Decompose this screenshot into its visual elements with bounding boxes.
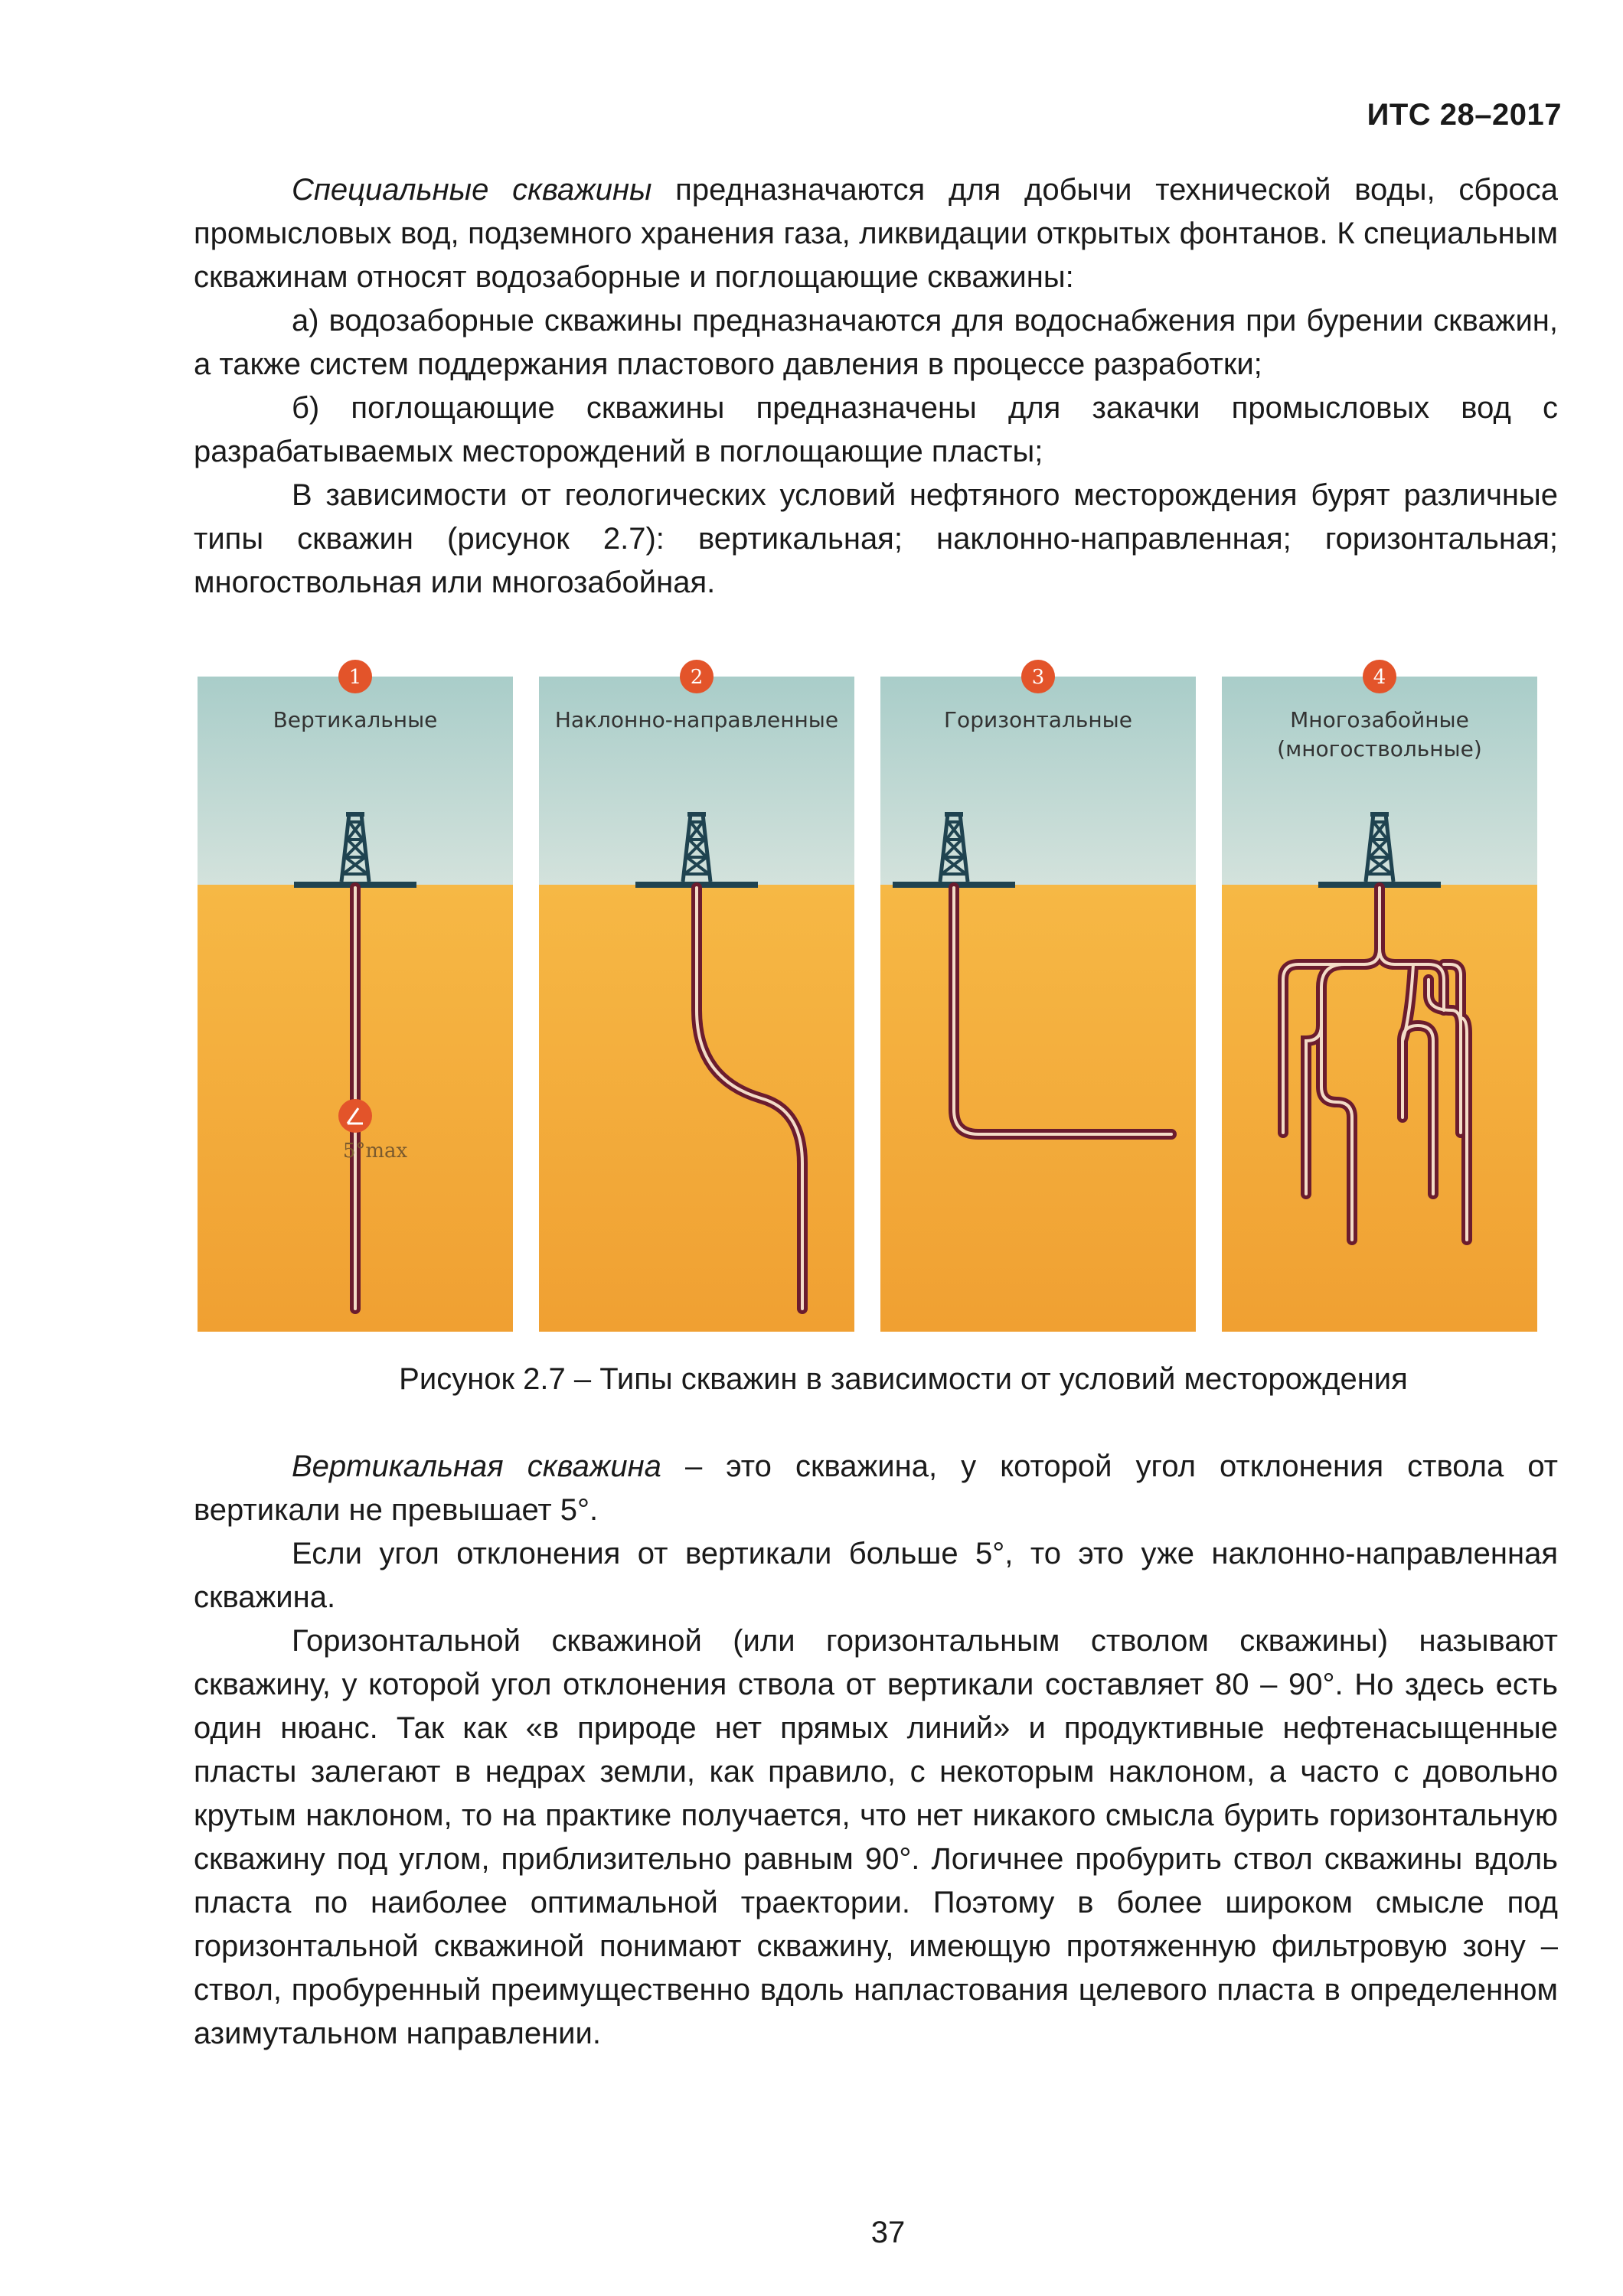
page-number: 37 — [870, 2216, 906, 2249]
panel-title: Многозабойные — [1290, 707, 1469, 732]
max-angle-label: 5°max — [342, 1140, 408, 1163]
panel-number: 3 — [1031, 666, 1045, 689]
panel-title: Вертикальные — [273, 707, 438, 732]
panel-title: Горизонтальные — [943, 707, 1133, 732]
paragraph-well-types: В зависимости от геологических условий нефтяного месторождения бурят различные типы скважин (рисунок 2.7): вертикальная; наклонно-направленная; горизонтальная; многоствольная или многозабойная. — [194, 478, 1558, 599]
panel-title: Наклонно-направленные — [554, 707, 839, 732]
panel-multilateral — [1222, 660, 1537, 1332]
paragraph-special-wells-body: предназначаются для добычи технической воды, сброса промысловых вод, подземного хранения газа, ликвидации открытых фонтанов. К специальным скважинам относят водозаборные и поглощающие скважины: — [194, 173, 1558, 294]
panel-number: 1 — [348, 666, 362, 689]
term-vertical-well: Вертикальная скважина — [292, 1450, 661, 1483]
term-special-wells: Специальные скважины — [292, 173, 652, 207]
panel-vertical — [198, 660, 513, 1332]
paragraph-horizontal-well: Горизонтальной скважиной (или горизонтальным стволом скважины) называют скважину, у которой угол отклонения ствола от вертикали составляет 80 – 90°. Но здесь есть один нюанс. Так как «в природе нет прямых линий» и продуктивные нефтенасыщенные пласты залегают в недрах земли, как правило, с некоторым наклоном, а часто с довольно крутым наклоном, то на практике получается, что нет никакого смысла бурить горизонтальную скважину под углом, приблизительно равным 90°. Логичнее пробурить ствол скважины вдоль пласта по наиболее оптимальной траектории. Поэтому в более широком смысле под горизонтальной скважиной понимают скважину, имеющую протяженную фильтровую зону – ствол, пробуренный преимущественно вдоль напластования целевого пласта в определенном азимутальном направлении. — [194, 1624, 1558, 2050]
panel-directional — [539, 660, 854, 1332]
paragraph-absorbing-wells: б) поглощающие скважины предназначены для закачки промысловых вод с разрабатываемых месторождений в поглощающие пласты; — [194, 391, 1558, 468]
panel-horizontal — [880, 660, 1196, 1332]
figure-well-types — [198, 658, 1562, 1347]
paragraph-directional-well: Если угол отклонения от вертикали больше 5°, то это уже наклонно-направленная скважина. — [194, 1537, 1558, 1614]
well-types-diagram — [198, 658, 1562, 1347]
document-code-header: ИТС 28–2017 — [1367, 98, 1562, 132]
angle-icon-badge — [338, 1099, 372, 1133]
intro-text-block — [194, 168, 1558, 605]
panel-number: 2 — [690, 666, 704, 689]
paragraph-vertical-well — [194, 1445, 1558, 1532]
paragraph-water-intake-wells: а) водозаборные скважины предназначаются для водоснабжения при бурении скважин, а также систем поддержания пластового давления в процессе разработки; — [194, 304, 1558, 381]
panel-subtitle: (многоствольные) — [1277, 736, 1482, 762]
definitions-text-block — [194, 1445, 1558, 2056]
paragraph-vertical-well-body: – это скважина, у которой угол отклонения ствола от вертикали не превышает 5°. — [194, 1450, 1559, 1527]
figure-caption: Рисунок 2.7 – Типы скважин в зависимости от условий месторождения — [399, 1362, 1408, 1396]
paragraph-special-wells — [194, 168, 1558, 299]
panel-number: 4 — [1373, 666, 1386, 689]
